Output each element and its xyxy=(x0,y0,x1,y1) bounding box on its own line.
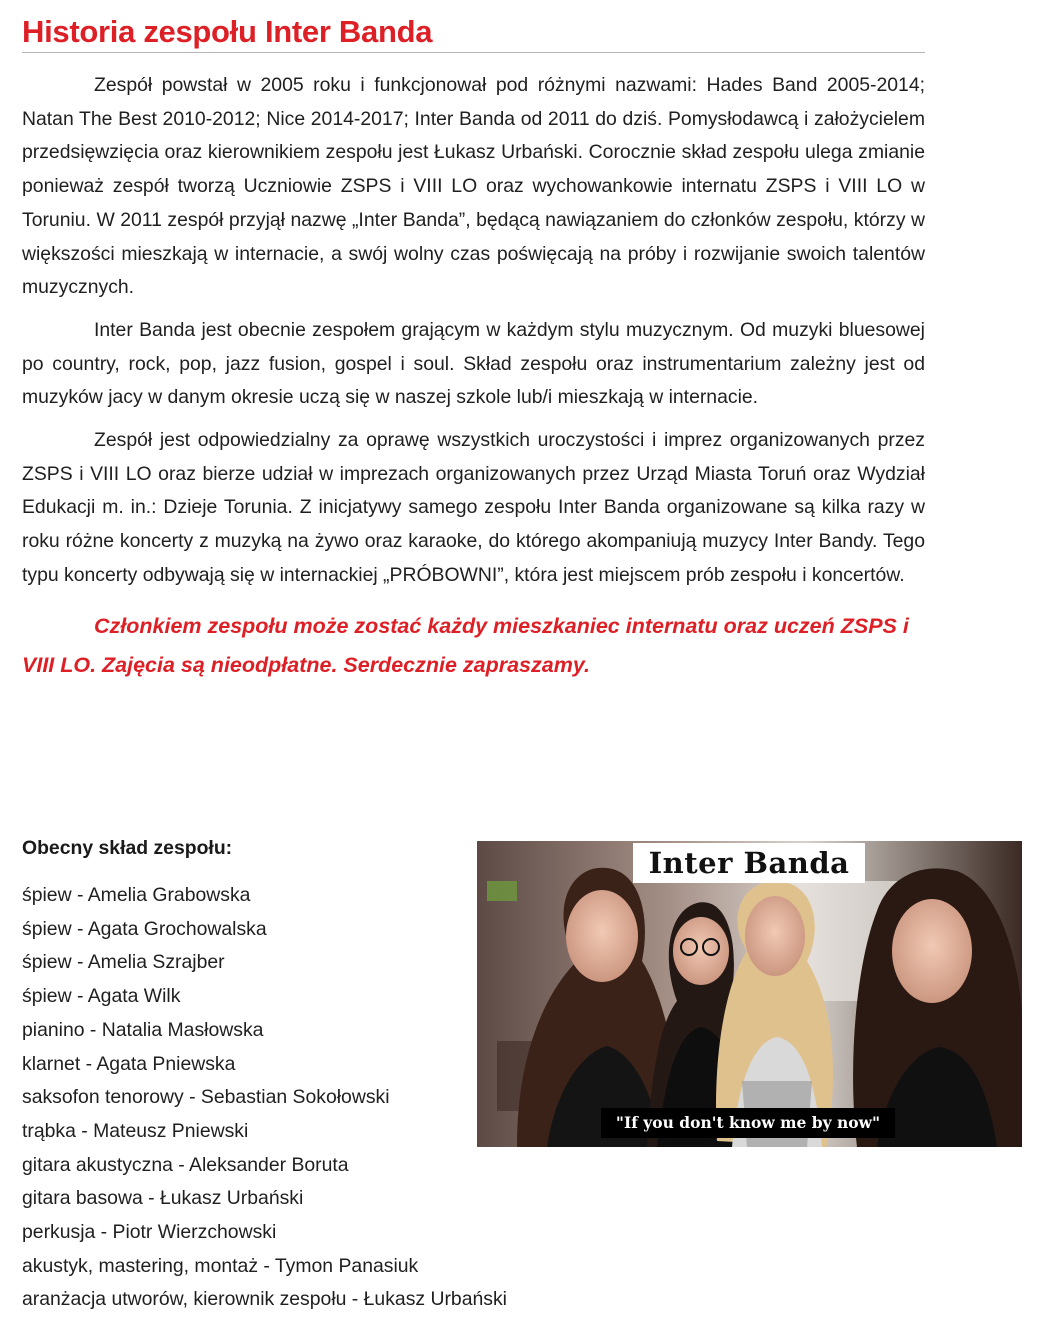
list-item: aranżacja utworów, kierownik zespołu - Łukasz Urbański xyxy=(22,1288,507,1311)
band-photo xyxy=(477,841,1022,1147)
lineup-heading: Obecny skład zespołu: xyxy=(22,837,233,859)
list-item: śpiew - Agata Wilk xyxy=(22,985,181,1008)
list-item: śpiew - Amelia Szrajber xyxy=(22,951,225,974)
history-paragraph: Zespół powstał w 2005 roku i funkcjonował pod różnymi nazwami: Hades Band 2005-2014; Natan The Best 2010-2012; Nice 2014-2017; Inter Banda od 2011 do dziś. Pomysłodawcą i założycielem przedsięwzięcia oraz kierownikiem zespołu jest Łukasz Urbański. Corocznie skład zespołu ulega zmianie ponieważ zespół tworzą Uczniowie ZSPS i VIII LO oraz wychowankowie internatu ZSPS i VIII LO w Toruniu. W 2011 zespół przyjął nazwę „Inter Banda”, będącą nawiązaniem do członków zespołu, którzy w większości mieszkają w internacie, a swój wolny czas poświęcają na próby i rozwijanie swoich talentów muzycznych. xyxy=(22,74,925,299)
photo-title-label: Inter Banda xyxy=(633,843,865,883)
list-item: śpiew - Agata Grochowalska xyxy=(22,917,267,940)
events-paragraph: Zespół jest odpowiedzialny za oprawę wszystkich uroczystości i imprez organizowanych przez ZSPS i VIII LO oraz bierze udział w imprezach organizowanych przez Urząd Miasta Toruń oraz Wydział Edukacji m. in.: Dzieje Torunia. Z inicjatywy samego zespołu Inter Banda organizowane są kilka razy w roku różne koncerty z muzyką na żywo oraz karaoke, do którego akompaniują muzycy Inter Bandy. Tego typu koncerty odbywają się w internackiej „PRÓBOWNI”, która jest miejscem prób zespołu i koncertów. xyxy=(22,429,925,586)
list-item: akustyk, mastering, montaż - Tymon Panasiuk xyxy=(22,1254,419,1277)
lineup-list xyxy=(22,879,507,1317)
list-item: gitara basowa - Łukasz Urbański xyxy=(22,1187,304,1210)
list-item: klarnet - Agata Pniewska xyxy=(22,1052,236,1075)
band-photo-illustration xyxy=(477,841,1022,1147)
invitation-text: Członkiem zespołu może zostać każdy mieszkaniec internatu oraz uczeń ZSPS i VIII LO. Zajęcia są nieodpłatne. Serdecznie zapraszamy. xyxy=(22,613,909,677)
document-body xyxy=(22,0,925,706)
list-item: śpiew - Amelia Grabowska xyxy=(22,884,251,906)
list-item: perkusja - Piotr Wierzchowski xyxy=(22,1221,277,1244)
style-paragraph: Inter Banda jest obecnie zespołem grającym w każdym stylu muzycznym. Od muzyki bluesowej po country, rock, pop, jazz fusion, gospel i soul. Skład zespołu oraz instrumentarium zależny jest od muzyków jacy w danym okresie uczą się w naszej szkole lub/i mieszkają w internacie. xyxy=(22,318,925,409)
list-item: gitara akustyczna - Aleksander Boruta xyxy=(22,1153,349,1176)
list-item: trąbka - Mateusz Pniewski xyxy=(22,1119,249,1142)
title-divider xyxy=(22,52,925,53)
list-item: saksofon tenorowy - Sebastian Sokołowski xyxy=(22,1086,390,1109)
list-item: pianino - Natalia Masłowska xyxy=(22,1018,264,1041)
page-title: Historia zespołu Inter Banda xyxy=(22,14,433,49)
photo-caption: "If you don't know me by now" xyxy=(601,1108,895,1138)
